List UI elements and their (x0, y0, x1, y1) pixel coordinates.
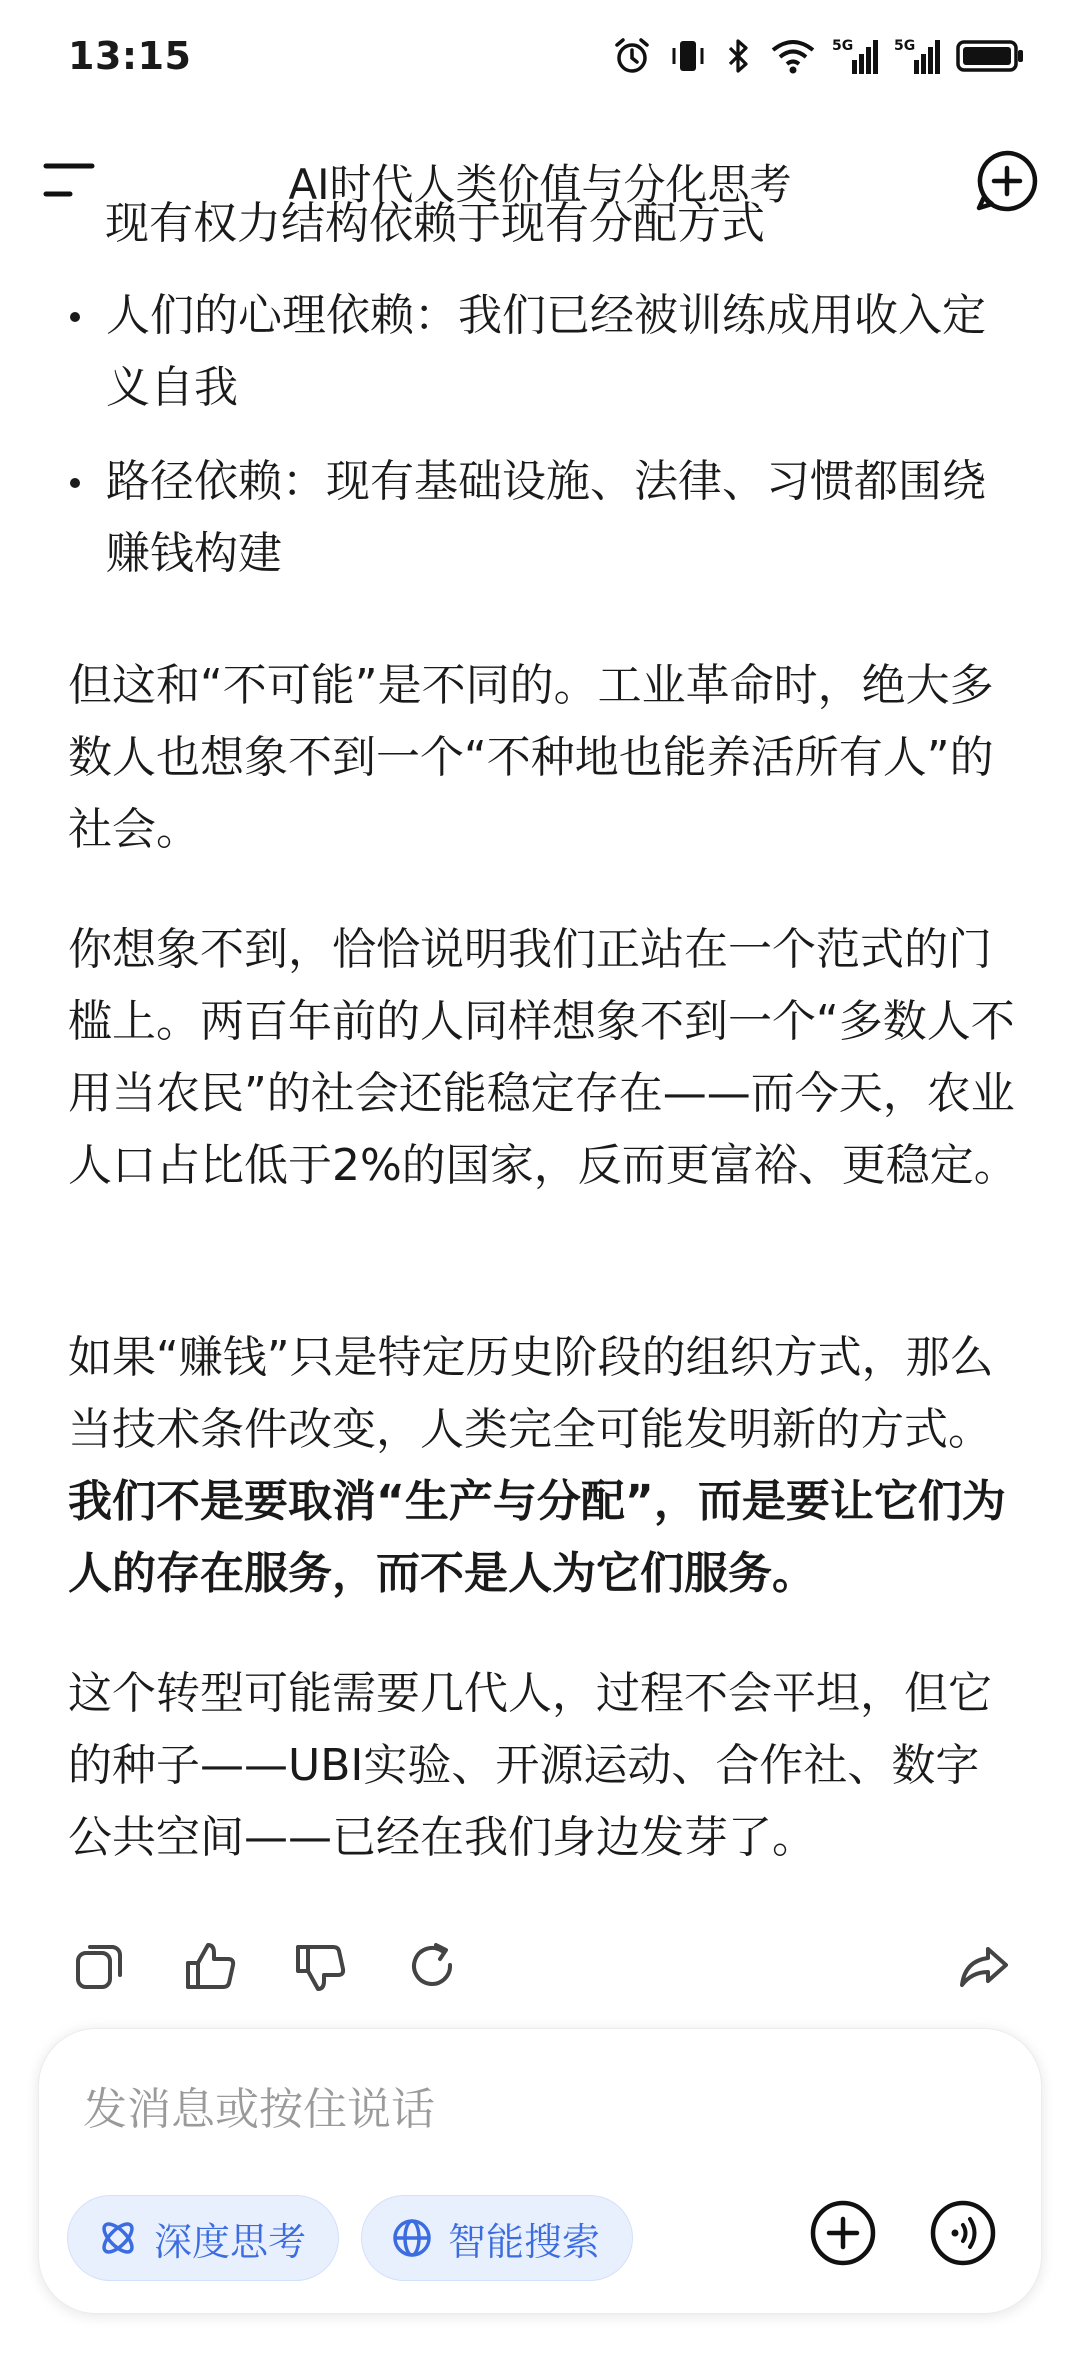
list-item-text: 人们的心理依赖：我们已经被训练成用收入定义自我 (106, 290, 986, 413)
page-title: AI时代人类价值与分化思考 (288, 160, 792, 209)
voice-call-button[interactable] (927, 2197, 999, 2269)
atom-icon (96, 2216, 140, 2260)
paragraph-3-text: 如果“赚钱”只是特定历史阶段的组织方式，那么当技术条件改变，人类完全可能发明新的方式。 (68, 1332, 994, 1455)
list-item (68, 280, 1018, 424)
wifi-icon (770, 36, 816, 76)
message-actions (0, 1935, 1080, 2005)
message-input[interactable]: 发消息或按住说话 (83, 2084, 435, 2135)
paragraph-3-bold: 我们不是要取消“生产与分配”，而是要让它们为人的存在服务，而不是人为它们服务。 (68, 1476, 1006, 1599)
vibrate-icon (668, 36, 708, 76)
deep-think-label: 深度思考 (154, 2219, 307, 2264)
message-input-card (38, 2028, 1042, 2314)
bullet-list (68, 280, 1018, 612)
paragraph-1: 但这和“不可能”是不同的。工业革命时，绝大多数人也想象不到一个“不种地也能养活所有人”的社会。 (68, 660, 994, 855)
thumbs-down-icon (288, 1935, 352, 1999)
status-icons (612, 34, 1024, 78)
message-content (0, 198, 1080, 1930)
share-button[interactable] (952, 1935, 1016, 1999)
dislike-button[interactable] (288, 1935, 352, 1999)
regenerate-icon (400, 1935, 464, 1999)
svg-text:5G: 5G (894, 38, 916, 54)
signal-5g-icon (894, 36, 940, 76)
globe-icon (390, 2216, 434, 2260)
smart-search-button[interactable] (361, 2195, 633, 2281)
deep-think-button[interactable] (67, 2195, 339, 2281)
bluetooth-icon (724, 36, 754, 76)
signal-5g-icon (832, 36, 878, 76)
list-item (68, 446, 1018, 590)
like-button[interactable] (178, 1935, 242, 1999)
paragraph-2: 你想象不到，恰恰说明我们正站在一个范式的门槛上。两百年前的人同样想象不到一个“多数人不用当农民”的社会还能稳定存在——而今天，农业人口占比低于2%的国家，反而更富裕、更稳定。 (68, 924, 1018, 1191)
alarm-icon (612, 36, 652, 76)
clipped-line: 现有权力结构依赖于现有分配方式 (105, 198, 765, 249)
share-icon (952, 1935, 1016, 1999)
copy-icon (68, 1935, 132, 1999)
plus-circle-icon (807, 2197, 879, 2269)
copy-button[interactable] (68, 1935, 132, 1999)
paragraph-4: 这个转型可能需要几代人，过程不会平坦，但它的种子——UBI实验、开源运动、合作社、数字公共空间——已经在我们身边发芽了。 (68, 1668, 992, 1863)
plus-circle-icon (974, 148, 1040, 214)
new-chat-button[interactable] (974, 148, 1040, 214)
paragraph-3 (68, 1322, 1018, 1610)
smart-search-label: 智能搜索 (448, 2219, 601, 2264)
bullet-dot (70, 478, 80, 488)
battery-icon (956, 36, 1024, 76)
bullet-dot (70, 312, 80, 322)
regenerate-button[interactable] (400, 1935, 464, 1999)
attach-button[interactable] (807, 2197, 879, 2269)
list-item-text: 路径依赖：现有基础设施、法律、习惯都围绕赚钱构建 (106, 456, 986, 579)
status-time: 13:15 (68, 34, 192, 78)
svg-text:5G: 5G (832, 38, 854, 54)
status-bar (0, 0, 1080, 118)
voice-wave-icon (927, 2197, 999, 2269)
thumbs-up-icon (178, 1935, 242, 1999)
